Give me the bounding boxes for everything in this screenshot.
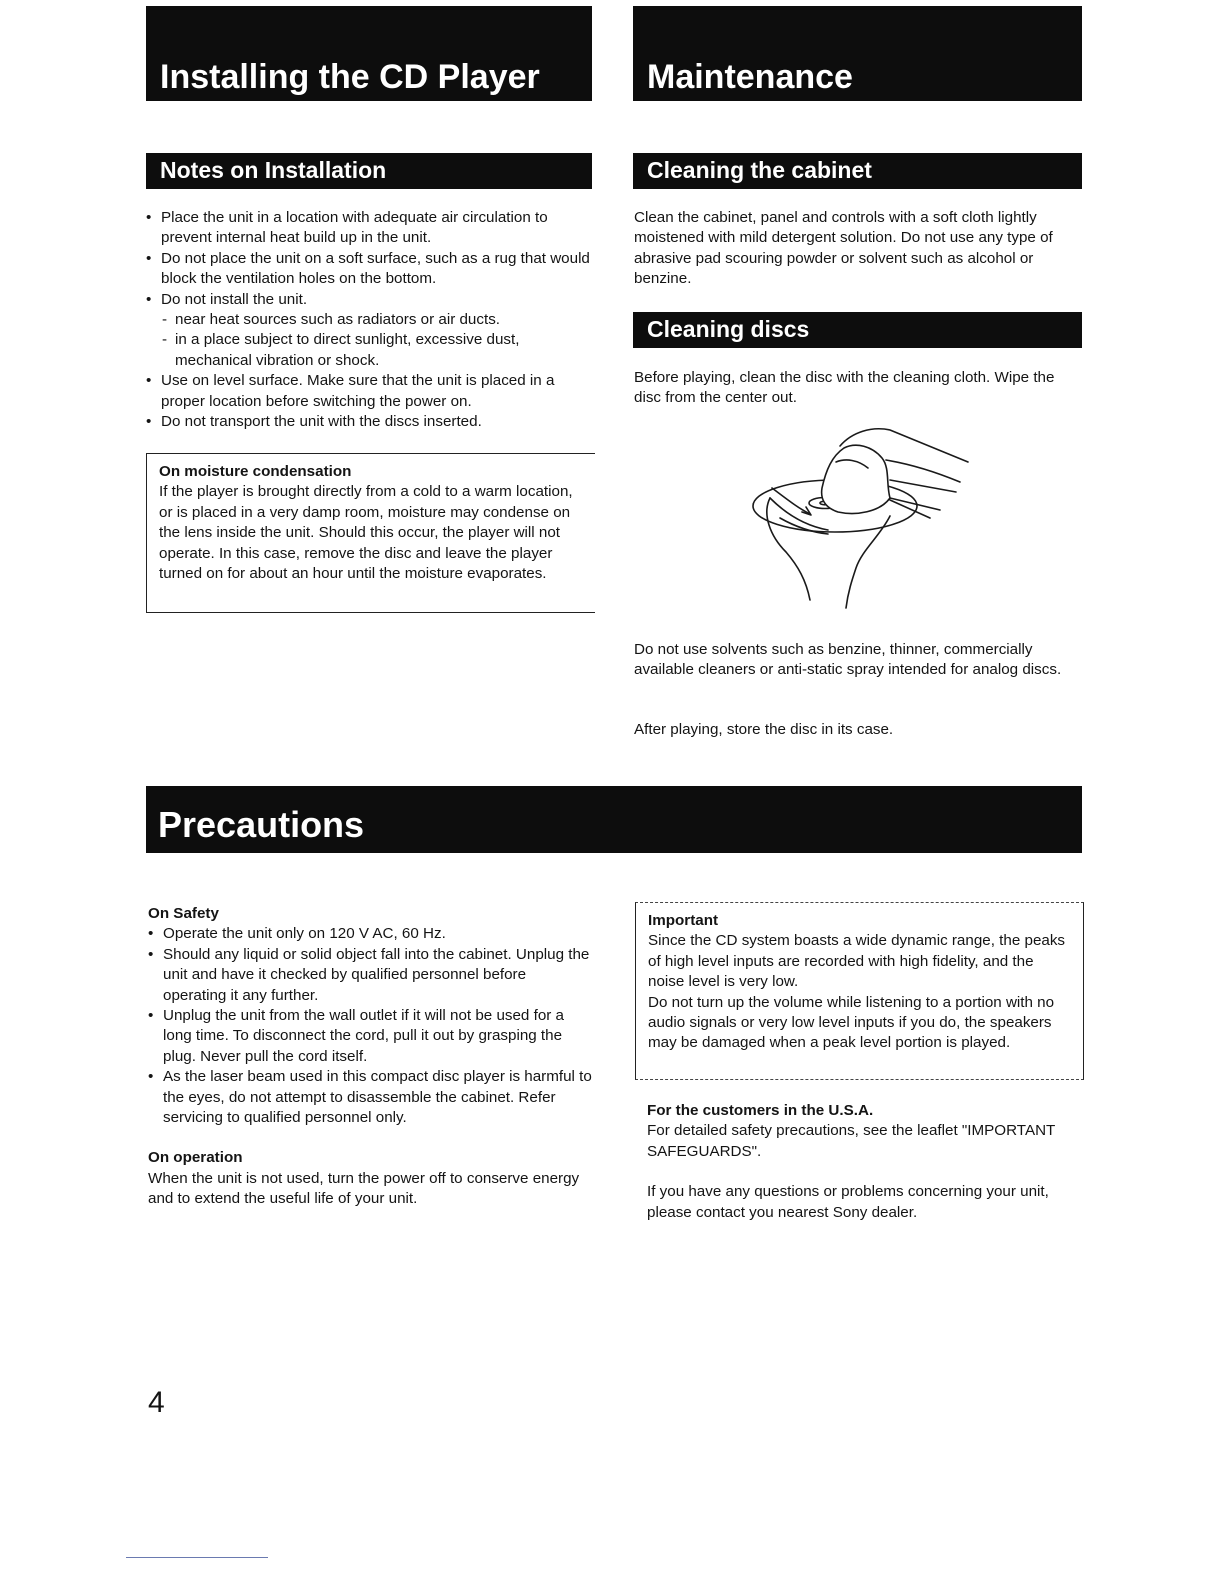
list-item: • Should any liquid or solid object fall into the cabinet. Unplug the unit and have it checked by qualified personnel before operating it any further. [148, 945, 593, 1006]
list-item: • Operate the unit only on 120 V AC, 60 Hz. [148, 924, 593, 944]
list-item: • Do not transport the unit with the discs inserted. [146, 412, 596, 432]
list-item [146, 290, 596, 372]
cabinet-text: Clean the cabinet, panel and controls with a soft cloth lightly moistened with mild detergent solution. Do not use any type of abrasive pad scouring powder or solvent such as alcohol or benzine. [634, 209, 1053, 288]
safety-list [148, 924, 593, 1128]
installing-title [146, 6, 592, 101]
moisture-note-title: On moisture condensation [159, 463, 352, 480]
usa-text: For detailed safety precautions, see the leaflet "IMPORTANT SAFEGUARDS". [647, 1122, 1056, 1160]
solvents-text: Do not use solvents such as benzine, thinner, commercially available cleaners or anti-static spray intended for analog discs. [634, 641, 1062, 679]
operation-heading: On operation [148, 1149, 243, 1167]
precautions-title-text: Precautions [158, 804, 365, 845]
moisture-note-text: If the player is brought directly from a cold to a warm location, or is placed in a very damp room, moisture may condense on the lens inside the unit. Should this occur, the player will not operate. In this case, remove the disc and leave the player turned on for about an hour until the moisture evaporates. [159, 483, 573, 583]
footer-rule [126, 1557, 268, 1558]
important-note-box [635, 902, 1084, 1080]
contact-text: If you have any questions or problems concerning your unit, please contact you nearest Sony dealer. [647, 1183, 1049, 1221]
safety-heading: On Safety [148, 905, 219, 922]
operation-text: When the unit is not used, turn the power off to conserve energy and to extend the useful life of your unit. [148, 1169, 580, 1208]
list-item-text: Do not install the unit. [161, 290, 308, 308]
installing-title-text: Installing the CD Player [160, 58, 540, 96]
cloth-icon [822, 445, 890, 513]
list-item: • Do not place the unit on a soft surface, such as a rug that would block the ventilation holes on the bottom. [146, 249, 596, 290]
precautions-title [146, 786, 1082, 853]
sub-list-item: - in a place subject to direct sunlight, excessive dust, mechanical vibration or shock. [161, 330, 596, 371]
maintenance-title-text: Maintenance [647, 58, 853, 96]
discs-heading-text: Cleaning discs [647, 316, 810, 342]
cabinet-heading [633, 153, 1082, 189]
disc-cleaning-illustration [740, 418, 980, 618]
notes-heading-text: Notes on Installation [160, 157, 387, 183]
precautions-right-column [647, 1101, 1077, 1223]
moisture-note-box [146, 453, 595, 613]
important-note-text-1: Since the CD system boasts a wide dynamic range, the peaks of high level inputs are recorded with high fidelity, and the noise level is very low. [648, 932, 1066, 991]
list-item: • Unplug the unit from the wall outlet if it will not be used for a long time. To disconnect the cord, pull it out by grasping the plug. Never pull the cord itself. [148, 1006, 593, 1067]
list-item: • As the laser beam used in this compact disc player is harmful to the eyes, do not attempt to disassemble the cabinet. Refer servicing to qualified personnel only. [148, 1067, 593, 1128]
important-note-text-2: Do not turn up the volume while listening to a portion with no audio signals or very low level inputs if you do, the speakers may be damaged when a peak level portion is played. [648, 993, 1055, 1052]
discs-heading [633, 312, 1082, 348]
sub-list [161, 310, 596, 371]
precautions-left-column [148, 904, 593, 1210]
page-number: 4 [148, 1386, 165, 1419]
important-note-title: Important [648, 912, 719, 929]
cabinet-heading-text: Cleaning the cabinet [647, 157, 872, 183]
store-text: After playing, store the disc in its case. [634, 721, 894, 738]
installation-notes-list [146, 208, 596, 432]
usa-heading: For the customers in the U.S.A. [647, 1102, 874, 1119]
notes-heading [146, 153, 592, 189]
discs-text: Before playing, clean the disc with the cleaning cloth. Wipe the disc from the center out. [634, 369, 1055, 407]
list-item: • Use on level surface. Make sure that the unit is placed in a proper location before switching the power on. [146, 371, 596, 412]
sub-list-item: - near heat sources such as radiators or air ducts. [161, 310, 596, 330]
list-item: • Place the unit in a location with adequate air circulation to prevent internal heat build up in the unit. [146, 208, 596, 249]
maintenance-title [633, 6, 1082, 101]
